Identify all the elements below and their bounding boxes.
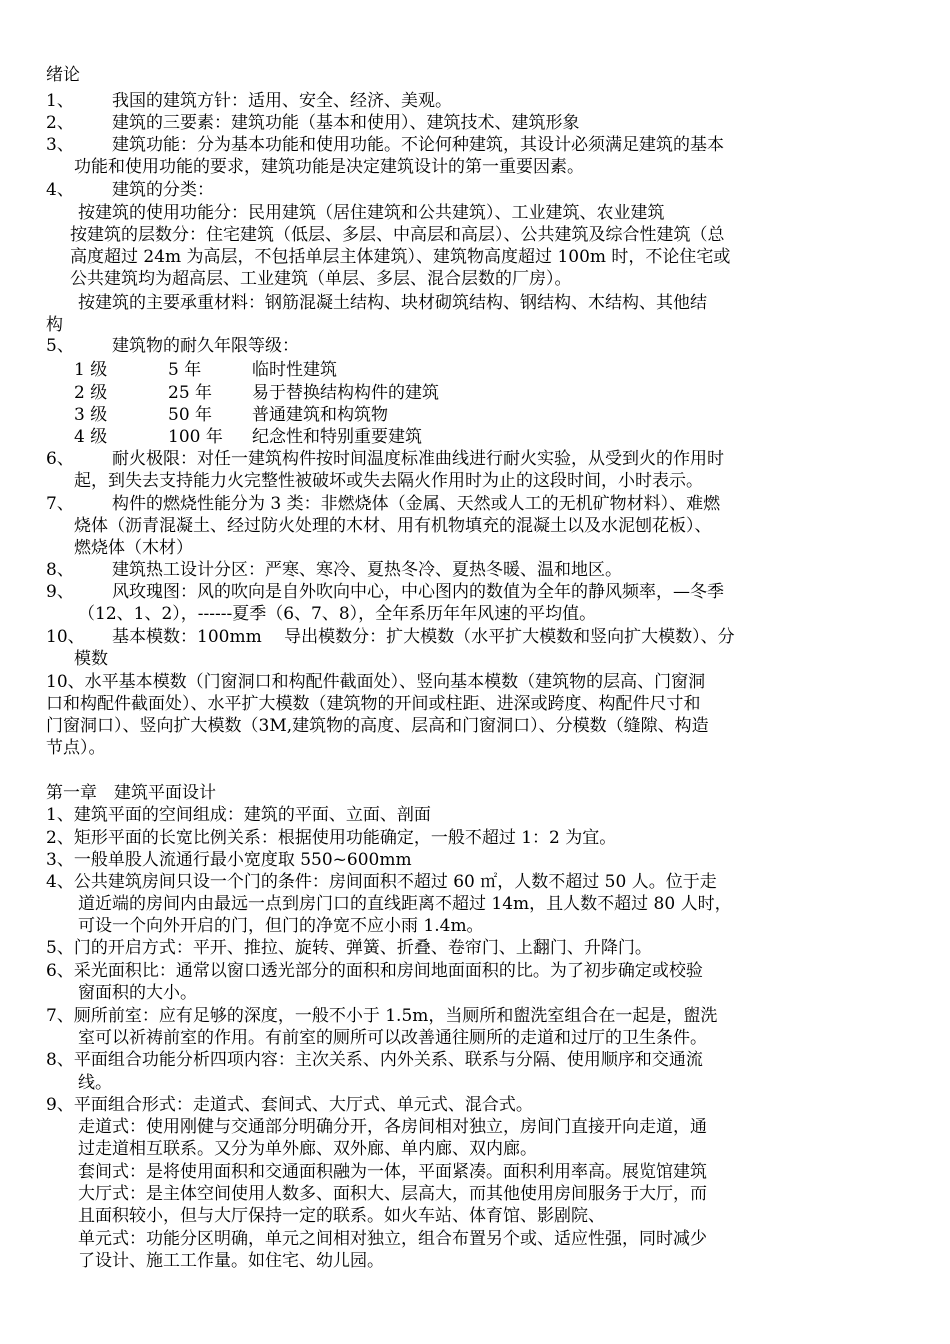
durability-years: 25 年 <box>168 383 213 403</box>
item-text-cont: （12、1、2），------夏季（6、7、8），全年系历年年风速的平均值。 <box>78 604 597 624</box>
intro-heading: 绪论 <box>46 65 80 85</box>
item-text-cont: 烧体（沥青混凝土、经过防火处理的木材、用有机物填充的混凝土以及水泥刨花板）、 <box>74 516 712 536</box>
item-text: 建筑功能：分为基本功能和使用功能。不论何种建筑，其设计必须满足建筑的基本 <box>112 135 724 155</box>
class-use: 按建筑的使用功能分：民用建筑（居住建筑和公共建筑）、工业建筑、农业建筑 <box>78 203 665 223</box>
chapter-line-cont: 了设计、施工工作量。如住宅、幼儿园。 <box>78 1251 384 1271</box>
class-floors: 按建筑的层数分：住宅建筑（低层、多层、中高层和高层）、公共建筑及综合性建筑（总 <box>70 225 725 245</box>
item-text: 建筑物的耐久年限等级： <box>112 336 299 356</box>
item-number: 2、 <box>46 113 74 133</box>
item-number: 9、 <box>46 582 74 602</box>
chapter-line-cont: 室可以祈祷前室的作用。有前室的厕所可以改善通往厕所的走道和过厅的卫生条件。 <box>78 1028 707 1048</box>
durability-grade: 1 级 <box>74 360 108 380</box>
module-line: 节点）。 <box>46 738 106 758</box>
chapter-line-cont: 过走道相互联系。又分为单外廊、双外廊、单内廊、双内廊。 <box>78 1139 537 1159</box>
item-text: 建筑的三要素：建筑功能（基本和使用）、建筑技术、建筑形象 <box>112 113 580 133</box>
item-number: 1、 <box>46 91 74 111</box>
chapter-line-cont: 套间式：是将使用面积和交通面积融为一体，平面紧凑。面积利用率高。展览馆建筑 <box>78 1162 707 1182</box>
durability-grade: 4 级 <box>74 427 108 447</box>
class-floors: 公共建筑均为超高层、工业建筑（单层、多层、混合层数的厂房）。 <box>70 269 572 289</box>
chapter-line: 7、厕所前室：应有足够的深度，一般不小于 1.5m，当厕所和盥洗室组合在一起是，盥洗 <box>46 1006 718 1026</box>
chapter-line-cont: 线。 <box>78 1073 112 1093</box>
item-number: 7、 <box>46 494 74 514</box>
durability-years: 5 年 <box>168 360 202 380</box>
module-line: 门窗洞口）、竖向扩大模数（3M,建筑物的高度、层高和门窗洞口）、分模数（缝隙、构造 <box>46 716 709 736</box>
item-number: 5、 <box>46 336 74 356</box>
chapter-line: 5、门的开启方式：平开、推拉、旋转、弹簧、折叠、卷帘门、上翻门、升降门。 <box>46 938 652 958</box>
chapter-line-cont: 单元式：功能分区明确，单元之间相对独立，组合布置另个或、适应性强，同时减少 <box>78 1229 707 1249</box>
item-text: 基本模数：100mm 导出模数分：扩大模数（水平扩大模数和竖向扩大模数）、分 <box>112 627 735 647</box>
item-text-cont: 功能和使用功能的要求，建筑功能是决定建筑设计的第一重要因素。 <box>74 157 584 177</box>
chapter-line: 2、矩形平面的长宽比例关系：根据使用功能确定，一般不超过 1：2 为宜。 <box>46 828 617 848</box>
durability-desc: 易于替换结构构件的建筑 <box>252 383 439 403</box>
class-material-cont: 构 <box>46 315 63 335</box>
chapter-heading: 第一章 建筑平面设计 <box>46 783 216 803</box>
item-text: 建筑的分类： <box>112 180 214 200</box>
durability-years: 50 年 <box>168 405 213 425</box>
class-material: 按建筑的主要承重材料：钢筋混凝土结构、块材砌筑结构、钢结构、木结构、其他结 <box>78 293 707 313</box>
item-text-cont: 燃烧体（木材） <box>74 538 193 558</box>
chapter-line-cont: 道近端的房间内由最远一点到房门口的直线距离不超过 14m，且人数不超过 80 人时， <box>78 894 732 914</box>
chapter-line: 3、一般单股人流通行最小宽度取 550~600mm <box>46 850 412 870</box>
durability-desc: 普通建筑和构筑物 <box>252 405 388 425</box>
item-number: 4、 <box>46 180 74 200</box>
item-text-cont: 模数 <box>74 649 108 669</box>
item-text: 建筑热工设计分区：严寒、寒冷、夏热冬冷、夏热冬暖、温和地区。 <box>112 560 622 580</box>
chapter-line: 8、平面组合功能分析四项内容：主次关系、内外关系、联系与分隔、使用顺序和交通流 <box>46 1050 703 1070</box>
chapter-line-cont: 窗面积的大小。 <box>78 983 197 1003</box>
chapter-line-cont: 走道式：使用刚健与交通部分明确分开，各房间相对独立，房间门直接开向走道，通 <box>78 1117 707 1137</box>
module-line: 口和构配件截面处）、水平扩大模数（建筑物的开间或柱距、进深或跨度、构配件尺寸和 <box>46 694 701 714</box>
item-number: 6、 <box>46 449 74 469</box>
chapter-line: 4、公共建筑房间只设一个门的条件：房间面积不超过 60 ㎡，人数不超过 50 人。位于走 <box>46 872 717 892</box>
chapter-line: 6、采光面积比：通常以窗口透光部分的面积和房间地面面积的比。为了初步确定或校验 <box>46 961 703 981</box>
item-number: 8、 <box>46 560 74 580</box>
module-line: 10、水平基本模数（门窗洞口和构配件截面处）、竖向基本模数（建筑物的层高、门窗洞 <box>46 672 706 692</box>
chapter-line-cont: 且面积较小，但与大厅保持一定的联系。如火车站、体育馆、影剧院、 <box>78 1206 605 1226</box>
durability-grade: 3 级 <box>74 405 108 425</box>
item-text: 耐火极限：对任一建筑构件按时间温度标准曲线进行耐火实验，从受到火的作用时 <box>112 449 724 469</box>
durability-desc: 临时性建筑 <box>252 360 337 380</box>
item-text: 风玫瑰图：风的吹向是自外吹向中心，中心图内的数值为全年的静风频率，—冬季 <box>112 582 724 602</box>
item-number: 10、 <box>46 627 85 647</box>
chapter-line: 1、建筑平面的空间组成：建筑的平面、立面、剖面 <box>46 805 431 825</box>
class-floors: 高度超过 24m 为高层，不包括单层主体建筑）、建筑物高度超过 100m 时，不论住宅或 <box>70 247 731 267</box>
item-text: 构件的燃烧性能分为 3 类：非燃烧体（金属、天然或人工的无机矿物材料）、难燃 <box>112 494 721 514</box>
item-text: 我国的建筑方针：适用、安全、经济、美观。 <box>112 91 452 111</box>
chapter-line: 9、平面组合形式：走道式、套间式、大厅式、单元式、混合式。 <box>46 1095 533 1115</box>
item-number: 3、 <box>46 135 74 155</box>
chapter-line-cont: 大厅式：是主体空间使用人数多、面积大、层高大，而其他使用房间服务于大厅，而 <box>78 1184 707 1204</box>
durability-grade: 2 级 <box>74 383 108 403</box>
chapter-line-cont: 可设一个向外开启的门，但门的净宽不应小雨 1.4m。 <box>78 916 484 936</box>
durability-years: 100 年 <box>168 427 223 447</box>
item-text-cont: 起，到失去支持能力火完整性被破坏或失去隔火作用时为止的这段时间，小时表示。 <box>74 471 703 491</box>
durability-desc: 纪念性和特别重要建筑 <box>252 427 422 447</box>
